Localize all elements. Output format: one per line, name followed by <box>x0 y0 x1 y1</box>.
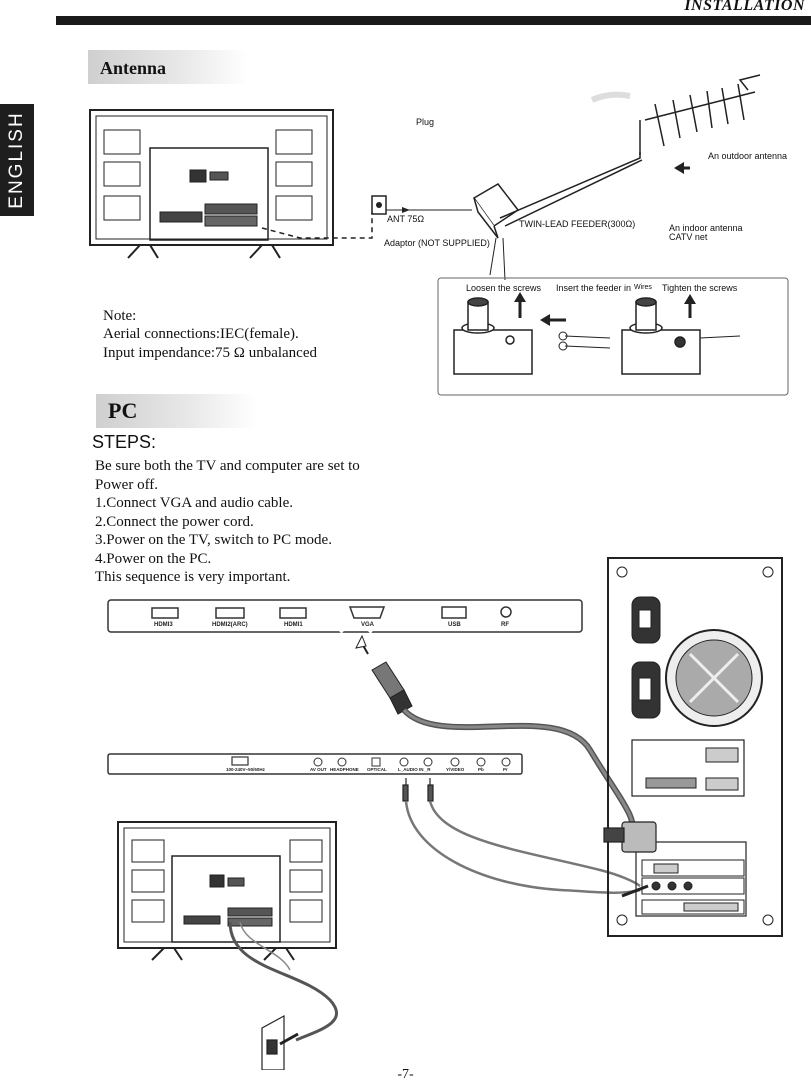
insert-feeder-label: Insert the feeder in <box>556 283 632 293</box>
plug-label: Plug <box>416 117 435 127</box>
step-line: 3.Power on the TV, switch to PC mode. <box>95 532 332 548</box>
tighten-screws-label: Tighten the screws <box>662 283 738 293</box>
port-label-rf: RF <box>501 622 509 628</box>
adaptor-label: Adaptor (NOT SUPPLIED) <box>384 238 490 248</box>
screw-terminal-tighten <box>622 298 700 374</box>
tv-back-illustration-bottom <box>118 822 336 960</box>
step-line: Be sure both the TV and computer are set to <box>95 458 360 474</box>
port-label-hdmi2: HDMI2(ARC) <box>212 622 248 628</box>
pc-vga-plug-illustration <box>604 822 656 852</box>
tv-side-port-panel <box>108 600 582 632</box>
loosen-screws-label: Loosen the screws <box>466 283 542 293</box>
outdoor-antenna-label: An outdoor antenna <box>708 151 788 161</box>
port-label-pb: Pb <box>478 767 484 772</box>
step-line: 4.Power on the PC. <box>95 551 212 567</box>
step-line: 1.Connect VGA and audio cable. <box>95 495 294 511</box>
port-label-av-out: AV OUT <box>310 767 327 772</box>
step-line: Power off. <box>95 477 159 493</box>
page-number: -7- <box>397 1067 414 1082</box>
pc-tower-illustration <box>608 558 782 936</box>
feeder-wire-illustration <box>559 332 610 350</box>
page-section-title: INSTALLATION <box>684 0 805 14</box>
ant-75-label: ANT 75Ω <box>387 214 425 224</box>
port-label-optical: OPTICAL <box>367 767 387 772</box>
tv-back-illustration-top <box>90 110 333 258</box>
port-label-power: 100-240V~50/60Hz <box>226 767 265 772</box>
port-label-y-video: Y/VIDEO <box>446 767 465 772</box>
catv-net-label: CATV net <box>669 232 708 242</box>
antenna-heading: Antenna <box>100 58 167 78</box>
pc-connection-diagram <box>0 550 811 1070</box>
port-label-hdmi3: HDMI3 <box>154 622 173 628</box>
port-label-vga: VGA <box>361 622 375 628</box>
vga-plug-illustration <box>372 662 412 714</box>
step-line: 2.Connect the power cord. <box>95 514 254 530</box>
wires-label: Wires <box>634 284 652 291</box>
port-label-hdmi1: HDMI1 <box>284 622 303 628</box>
steps-heading: STEPS: <box>92 432 157 452</box>
audio-plug-illustration <box>403 778 433 801</box>
note-line: Input impendance:75 Ω unbalanced <box>103 345 317 361</box>
language-tab-label: ENGLISH <box>6 111 27 209</box>
indoor-antenna-label: An indoor antenna <box>669 223 743 233</box>
pc-heading-bar <box>96 394 256 428</box>
note-line: Note: <box>103 308 137 324</box>
port-label-usb: USB <box>448 622 461 628</box>
outdoor-antenna-illustration <box>640 75 760 155</box>
adaptor-illustration <box>474 184 518 238</box>
pc-heading: PC <box>108 398 138 423</box>
step-line: This sequence is very important. <box>95 569 291 585</box>
port-label-pr: Pr <box>503 767 508 772</box>
note-line: Aerial connections:IEC(female). <box>103 326 299 342</box>
wall-outlet-illustration <box>262 1016 298 1070</box>
port-label-audio-in: L_AUDIO IN _R <box>398 767 431 772</box>
port-label-headphone: HEADPHONE <box>330 767 359 772</box>
twin-lead-feeder-label: TWIN-LEAD FEEDER(300Ω) <box>519 219 636 229</box>
